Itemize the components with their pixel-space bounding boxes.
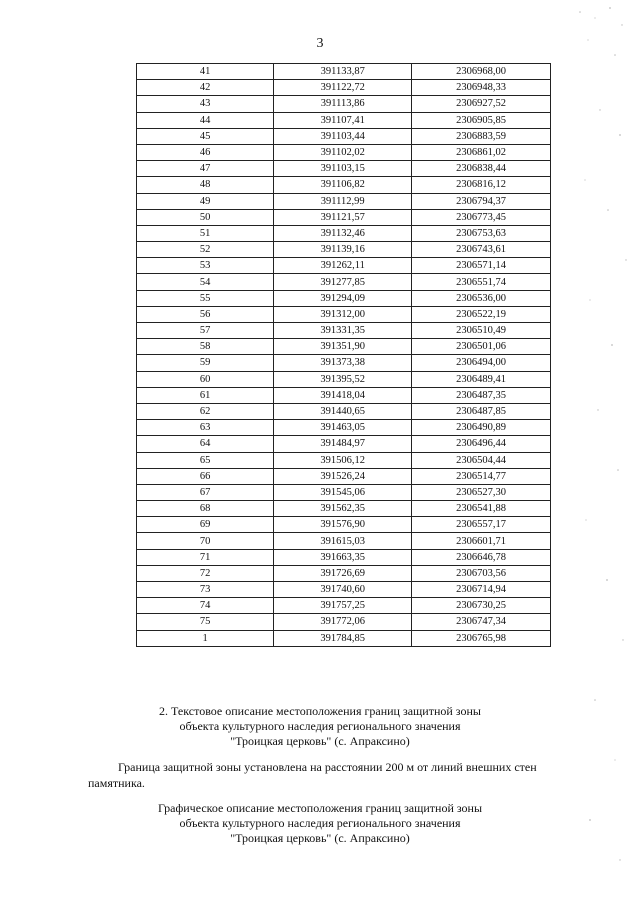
section-2-heading [0,704,640,749]
point-number-cell: 72 [137,565,274,581]
point-number-cell: 49 [137,193,274,209]
x-coordinate-cell: 391112,99 [274,193,412,209]
point-number-cell: 1 [137,630,274,646]
point-number-cell: 63 [137,420,274,436]
table-row [137,598,551,614]
point-number-cell: 56 [137,306,274,322]
graphic-heading-line-2: объекта культурного наследия регионального значения [179,816,461,830]
boundary-paragraph-line-2: памятника. [88,776,145,790]
y-coordinate-cell: 2306489,41 [412,371,551,387]
point-number-cell: 44 [137,112,274,128]
graphic-heading-line-3: "Троицкая церковь" (с. Апраксино) [230,831,410,845]
y-coordinate-cell: 2306571,14 [412,258,551,274]
point-number-cell: 42 [137,80,274,96]
x-coordinate-cell: 391562,35 [274,501,412,517]
section-2-heading-line-2: объекта культурного наследия регионального значения [179,719,461,733]
x-coordinate-cell: 391373,38 [274,355,412,371]
y-coordinate-cell: 2306714,94 [412,582,551,598]
point-number-cell: 70 [137,533,274,549]
coordinates-table-body [137,64,551,647]
x-coordinate-cell: 391294,09 [274,290,412,306]
point-number-cell: 67 [137,484,274,500]
y-coordinate-cell: 2306948,33 [412,80,551,96]
x-coordinate-cell: 391418,04 [274,387,412,403]
point-number-cell: 43 [137,96,274,112]
x-coordinate-cell: 391772,06 [274,614,412,630]
table-row [137,436,551,452]
point-number-cell: 68 [137,501,274,517]
table-row [137,420,551,436]
x-coordinate-cell: 391122,72 [274,80,412,96]
x-coordinate-cell: 391463,05 [274,420,412,436]
table-row [137,565,551,581]
table-row [137,274,551,290]
y-coordinate-cell: 2306551,74 [412,274,551,290]
y-coordinate-cell: 2306527,30 [412,484,551,500]
table-row [137,128,551,144]
table-row [137,517,551,533]
point-number-cell: 74 [137,598,274,614]
table-row [137,177,551,193]
table-row [137,582,551,598]
table-row [137,112,551,128]
x-coordinate-cell: 391133,87 [274,64,412,80]
table-row [137,452,551,468]
x-coordinate-cell: 391102,02 [274,144,412,160]
table-row [137,403,551,419]
x-coordinate-cell: 391107,41 [274,112,412,128]
table-row [137,339,551,355]
y-coordinate-cell: 2306861,02 [412,144,551,160]
x-coordinate-cell: 391351,90 [274,339,412,355]
x-coordinate-cell: 391312,00 [274,306,412,322]
x-coordinate-cell: 391506,12 [274,452,412,468]
point-number-cell: 64 [137,436,274,452]
y-coordinate-cell: 2306510,49 [412,323,551,339]
y-coordinate-cell: 2306816,12 [412,177,551,193]
table-row [137,193,551,209]
y-coordinate-cell: 2306747,34 [412,614,551,630]
table-row [137,484,551,500]
x-coordinate-cell: 391526,24 [274,468,412,484]
section-2-heading-line-1: 2. Текстовое описание местоположения границ защитной зоны [159,704,481,718]
table-row [137,80,551,96]
y-coordinate-cell: 2306703,56 [412,565,551,581]
x-coordinate-cell: 391784,85 [274,630,412,646]
point-number-cell: 66 [137,468,274,484]
point-number-cell: 48 [137,177,274,193]
point-number-cell: 52 [137,242,274,258]
x-coordinate-cell: 391615,03 [274,533,412,549]
point-number-cell: 51 [137,225,274,241]
table-row [137,225,551,241]
table-row [137,371,551,387]
y-coordinate-cell: 2306490,89 [412,420,551,436]
y-coordinate-cell: 2306494,00 [412,355,551,371]
point-number-cell: 58 [137,339,274,355]
point-number-cell: 55 [137,290,274,306]
graphic-heading-line-1: Графическое описание местоположения границ защитной зоны [157,801,483,815]
boundary-paragraph [88,759,593,791]
x-coordinate-cell: 391484,97 [274,436,412,452]
x-coordinate-cell: 391262,11 [274,258,412,274]
table-row [137,144,551,160]
point-number-cell: 50 [137,209,274,225]
x-coordinate-cell: 391139,16 [274,242,412,258]
x-coordinate-cell: 391331,35 [274,323,412,339]
y-coordinate-cell: 2306601,71 [412,533,551,549]
scan-noise-margin [560,0,640,905]
y-coordinate-cell: 2306496,44 [412,436,551,452]
x-coordinate-cell: 391106,82 [274,177,412,193]
x-coordinate-cell: 391103,15 [274,161,412,177]
y-coordinate-cell: 2306927,52 [412,96,551,112]
y-coordinate-cell: 2306905,85 [412,112,551,128]
x-coordinate-cell: 391726,69 [274,565,412,581]
x-coordinate-cell: 391576,90 [274,517,412,533]
point-number-cell: 46 [137,144,274,160]
point-number-cell: 47 [137,161,274,177]
table-row [137,501,551,517]
point-number-cell: 57 [137,323,274,339]
point-number-cell: 61 [137,387,274,403]
table-row [137,290,551,306]
point-number-cell: 60 [137,371,274,387]
point-number-cell: 45 [137,128,274,144]
point-number-cell: 54 [137,274,274,290]
table-row [137,258,551,274]
y-coordinate-cell: 2306504,44 [412,452,551,468]
x-coordinate-cell: 391395,52 [274,371,412,387]
x-coordinate-cell: 391121,57 [274,209,412,225]
y-coordinate-cell: 2306501,06 [412,339,551,355]
section-2-heading-line-3: "Троицкая церковь" (с. Апраксино) [230,734,410,748]
x-coordinate-cell: 391277,85 [274,274,412,290]
y-coordinate-cell: 2306514,77 [412,468,551,484]
y-coordinate-cell: 2306646,78 [412,549,551,565]
x-coordinate-cell: 391103,44 [274,128,412,144]
y-coordinate-cell: 2306838,44 [412,161,551,177]
y-coordinate-cell: 2306730,25 [412,598,551,614]
y-coordinate-cell: 2306557,17 [412,517,551,533]
point-number-cell: 62 [137,403,274,419]
boundary-paragraph-line-1: Граница защитной зоны установлена на расстоянии 200 м от линий внешних стен [118,760,537,774]
point-number-cell: 69 [137,517,274,533]
y-coordinate-cell: 2306541,88 [412,501,551,517]
point-number-cell: 59 [137,355,274,371]
table-row [137,549,551,565]
point-number-cell: 65 [137,452,274,468]
point-number-cell: 41 [137,64,274,80]
y-coordinate-cell: 2306883,59 [412,128,551,144]
table-row [137,96,551,112]
point-number-cell: 75 [137,614,274,630]
x-coordinate-cell: 391663,35 [274,549,412,565]
x-coordinate-cell: 391132,46 [274,225,412,241]
x-coordinate-cell: 391545,06 [274,484,412,500]
y-coordinate-cell: 2306743,61 [412,242,551,258]
graphic-description-heading [0,801,640,846]
table-row [137,209,551,225]
y-coordinate-cell: 2306773,45 [412,209,551,225]
y-coordinate-cell: 2306794,37 [412,193,551,209]
x-coordinate-cell: 391757,25 [274,598,412,614]
y-coordinate-cell: 2306522,19 [412,306,551,322]
x-coordinate-cell: 391740,60 [274,582,412,598]
table-row [137,242,551,258]
x-coordinate-cell: 391113,86 [274,96,412,112]
x-coordinate-cell: 391440,65 [274,403,412,419]
y-coordinate-cell: 2306536,00 [412,290,551,306]
table-row [137,306,551,322]
table-row [137,323,551,339]
point-number-cell: 73 [137,582,274,598]
table-row [137,387,551,403]
point-number-cell: 53 [137,258,274,274]
y-coordinate-cell: 2306753,63 [412,225,551,241]
table-row [137,355,551,371]
table-row [137,630,551,646]
table-row [137,614,551,630]
coordinates-table [136,63,551,647]
page-number: 3 [316,36,324,51]
y-coordinate-cell: 2306765,98 [412,630,551,646]
y-coordinate-cell: 2306487,35 [412,387,551,403]
y-coordinate-cell: 2306487,85 [412,403,551,419]
point-number-cell: 71 [137,549,274,565]
table-row [137,468,551,484]
table-row [137,161,551,177]
table-row [137,533,551,549]
table-row [137,64,551,80]
y-coordinate-cell: 2306968,00 [412,64,551,80]
